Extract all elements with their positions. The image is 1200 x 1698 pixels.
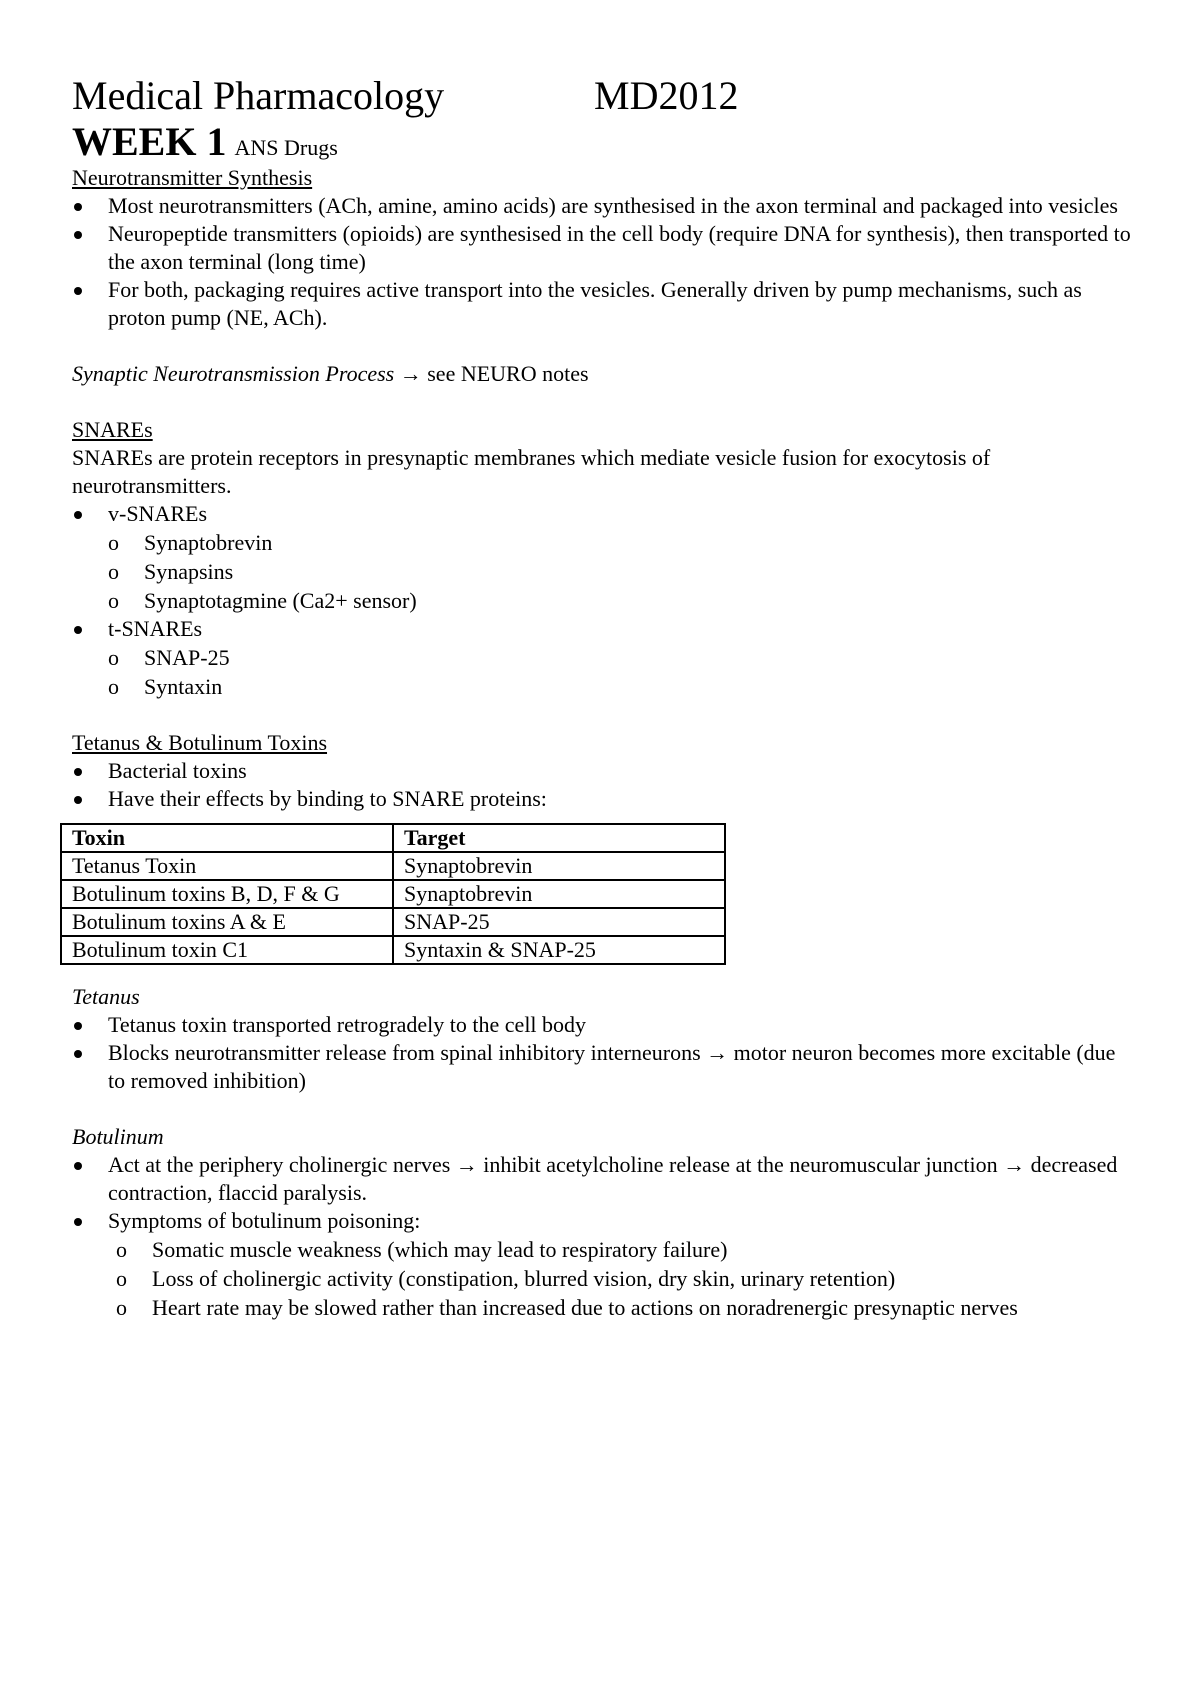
list-item: Blocks neurotransmitter release from spinal inhibitory interneurons → motor neuron becomes more excitable (due to removed inhibition) — [72, 1039, 1132, 1095]
table-cell: SNAP-25 — [393, 908, 725, 936]
process-line — [72, 360, 1132, 388]
table-header-toxin: Toxin — [61, 824, 393, 852]
snare-sublist — [72, 528, 1132, 615]
list-item: Have their effects by binding to SNARE proteins: — [72, 785, 1132, 813]
list-item — [72, 500, 1132, 615]
botulinum-heading: Botulinum — [72, 1124, 164, 1149]
table-row — [61, 880, 725, 908]
list-item: o Somatic muscle weakness (which may lead to respiratory failure) — [72, 1235, 1132, 1264]
symptoms-sublist — [72, 1235, 1132, 1322]
snares-intro: SNAREs are protein receptors in presynaptic membranes which mediate vesicle fusion for exocytosis of neurotransmitters. — [72, 445, 991, 498]
snare-group-label: v-SNAREs — [108, 501, 208, 526]
table-cell: Botulinum toxin C1 — [61, 936, 393, 964]
snare-group-label: t-SNAREs — [108, 616, 203, 641]
table-row — [61, 936, 725, 964]
table-cell: Syntaxin & SNAP-25 — [393, 936, 725, 964]
synthesis-heading: Neurotransmitter Synthesis — [72, 165, 313, 190]
symptoms-label: Symptoms of botulinum poisoning: — [108, 1208, 421, 1233]
list-item: o Synaptotagmine (Ca2+ sensor) — [72, 586, 1132, 615]
table-cell: Tetanus Toxin — [61, 852, 393, 880]
process-heading: Synaptic Neurotransmission Process — [72, 361, 395, 386]
toxins-heading: Tetanus & Botulinum Toxins — [72, 730, 328, 755]
week-label: WEEK 1 — [72, 119, 227, 164]
document-header — [72, 72, 1132, 120]
week-topic: ANS Drugs — [234, 135, 338, 160]
table-cell: Botulinum toxins A & E — [61, 908, 393, 936]
toxin-target-table — [60, 823, 726, 965]
synthesis-list — [72, 192, 1132, 332]
tetanus-list — [72, 1011, 1132, 1095]
list-item: o SNAP-25 — [72, 643, 1132, 672]
tetanus-heading: Tetanus — [72, 984, 140, 1009]
toxins-list — [72, 757, 1132, 813]
document-page — [72, 72, 1132, 1322]
list-item: For both, packaging requires active transport into the vesicles. Generally driven by pump mechanisms, such as proton pump (NE, ACh). — [72, 276, 1132, 332]
list-item: Bacterial toxins — [72, 757, 1132, 785]
list-item — [72, 1207, 1132, 1322]
list-item: Act at the periphery cholinergic nerves → inhibit acetylcholine release at the neuromuscular junction → decreased contraction, flaccid paralysis. — [72, 1151, 1132, 1207]
table-cell: Synaptobrevin — [393, 852, 725, 880]
arrow-icon: → — [399, 361, 422, 386]
table-header-target: Target — [393, 824, 725, 852]
table-cell: Botulinum toxins B, D, F & G — [61, 880, 393, 908]
table-cell: Synaptobrevin — [393, 880, 725, 908]
course-title: Medical Pharmacology — [72, 73, 445, 118]
list-item: o Syntaxin — [72, 672, 1132, 701]
process-note: see NEURO notes — [427, 361, 589, 386]
table-row — [61, 852, 725, 880]
table-row — [61, 908, 725, 936]
week-heading — [72, 120, 1132, 164]
list-item: Most neurotransmitters (ACh, amine, amino acids) are synthesised in the axon terminal and packaged into vesicles — [72, 192, 1132, 220]
snares-list — [72, 500, 1132, 701]
snare-sublist — [72, 643, 1132, 701]
table-header-row — [61, 824, 725, 852]
list-item: o Heart rate may be slowed rather than increased due to actions on noradrenergic presynaptic nerves — [72, 1293, 1132, 1322]
list-item: o Loss of cholinergic activity (constipation, blurred vision, dry skin, urinary retention) — [72, 1264, 1132, 1293]
botulinum-list — [72, 1151, 1132, 1322]
list-item — [72, 615, 1132, 701]
snares-heading: SNAREs — [72, 417, 153, 442]
list-item: Tetanus toxin transported retrogradely to the cell body — [72, 1011, 1132, 1039]
course-code: MD2012 — [594, 73, 739, 118]
list-item: Neuropeptide transmitters (opioids) are synthesised in the cell body (require DNA for synthesis), then transported to the axon terminal (long time) — [72, 220, 1132, 276]
list-item: o Synaptobrevin — [72, 528, 1132, 557]
list-item: o Synapsins — [72, 557, 1132, 586]
